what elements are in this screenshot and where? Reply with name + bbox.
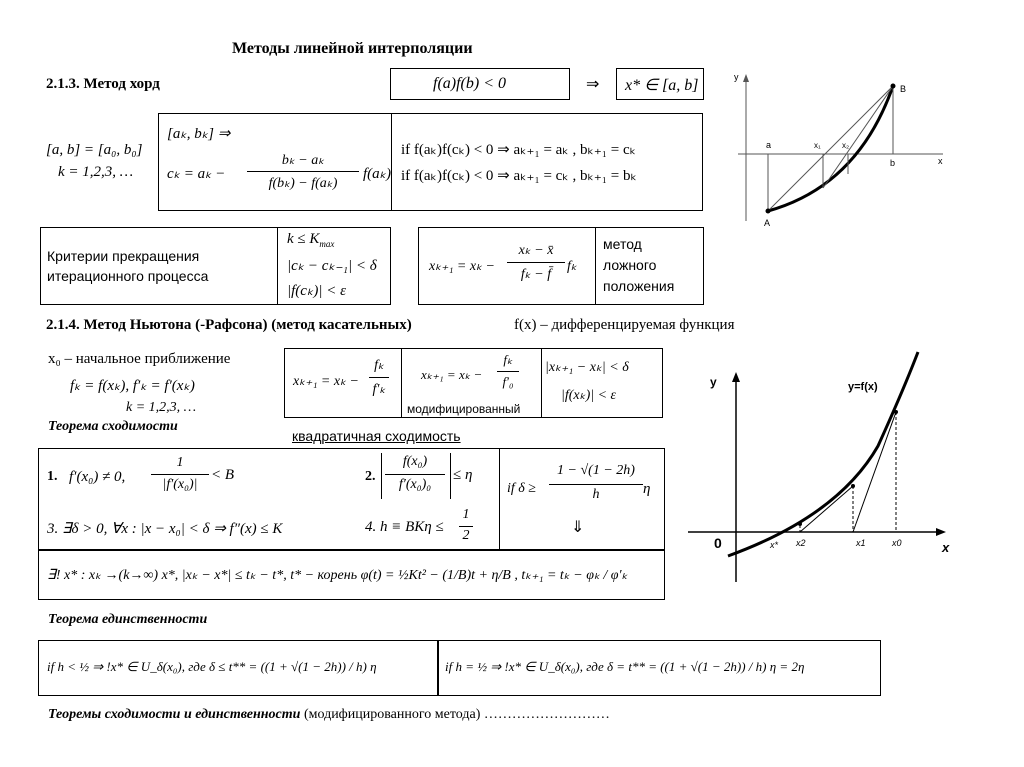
delta-condition-lhs: if δ ≥ [507,481,536,496]
newton-x-arrow [936,528,946,536]
uniqueness-case-less: if h < ½ ⇒ !x* ∈ U_δ(x₀), где δ ≤ t** = ((1 + √(1 − 2h)) / h) η [47,659,377,674]
footer-title: Теоремы сходимости и единственности [48,707,301,722]
newton-iter-lhs: xₖ₊₁ = xₖ − [293,374,360,389]
newton-origin-label: 0 [714,535,722,551]
differentiable-function-note: f(x) – дифференцируемая функция [514,317,735,333]
newton-divider-1 [401,349,402,417]
stop-criteria-box [40,227,391,305]
stop-criteria-label: Критерии прекращения итерационного процесса [47,248,209,284]
initial-approximation: x₀ – начальное приближение [48,351,231,367]
ck-lhs: cₖ = aₖ − [167,166,226,182]
chord-point-B [891,84,896,89]
criterion-epsilon: |f(cₖ)| < ε [287,283,346,299]
newton-point-x0 [894,410,898,414]
chord-x2-label: x₂ [842,141,850,150]
chord-x-label: x [938,156,943,166]
criterion-iterations-text: k ≤ K [287,231,320,247]
false-position-rhs: fₖ [567,259,577,274]
k-sequence: k = 1,2,3, … [58,164,134,180]
newton-divider-2 [541,349,542,417]
page-title: Методы линейной интерполяции [232,40,473,57]
newton-curve-label: y=f(x) [848,381,878,393]
chord-method-graph [728,66,968,236]
footer-line [48,707,610,723]
initial-interval: [a, b] = [a₀, b₀] [46,142,143,158]
x1-label: x1 [856,538,866,548]
delta-condition-rhs: η [643,481,651,497]
ck-numerator: bₖ − aₖ [281,153,325,168]
criteria-divider [277,228,278,304]
chord-y-arrow [743,74,749,82]
convergence-divider [499,449,500,549]
interval-k: [aₖ, bₖ] ⇒ [167,126,231,142]
cond1-numerator: 1 [176,455,184,470]
false-position-box [418,227,704,305]
ck-denominator: f(bₖ) − f(aₖ) [268,176,338,191]
newton-point-x2 [798,522,802,526]
sign-condition: f(a)f(b) < 0 [433,75,506,92]
cond1-denominator: |f′(x₀)| [162,477,198,492]
x2-label: x2 [796,538,806,548]
cond2-bar [385,474,445,475]
cond4-denominator: 2 [462,528,470,543]
chord-rule-1: if f(aₖ)f(cₖ) < 0 ⇒ aₖ₊₁ = aₖ , bₖ₊₁ = cₖ [401,142,636,158]
modified-iter-lhs: xₖ₊₁ = xₖ − [421,367,483,382]
cond4-lhs: 4. h ≡ BKη ≤ [365,519,444,535]
convergence-separator [39,549,664,551]
uniqueness-box [38,640,881,696]
newton-k-sequence: k = 1,2,3, … [126,400,197,415]
x0-label: x0 [892,538,902,548]
cond2-numerator: f(x₀) [402,454,428,469]
delta-condition-bar [549,484,643,485]
quadratic-convergence-label: квадратичная сходимость [292,428,461,444]
newton-y-label: y [710,375,717,389]
chord-x1-label: x₁ [814,141,821,150]
chord-a-label: a [766,140,772,150]
down-arrow: ⇓ [571,519,585,536]
delta-condition-denominator: h [592,487,600,502]
xstar-label: x* [770,540,779,550]
cond4-bar [459,526,473,527]
implies-arrow: ⇒ [586,76,600,93]
newton-curve [728,352,918,556]
newton-y-arrow [732,372,740,382]
chord-divider [391,114,392,210]
cond2-number: 2. [365,469,376,484]
chord-line-1 [768,86,896,211]
false-position-label: метод ложного положения [603,236,675,294]
criterion-delta: |cₖ − cₖ₋₁| < δ [287,258,377,274]
delta-condition-numerator: 1 − √(1 − 2h) [557,463,635,478]
newton-stop-delta: |xₖ₊₁ − xₖ| < δ [545,360,629,375]
chord-rule-2: if f(aₖ)f(cₖ) < 0 ⇒ aₖ₊₁ = cₖ , bₖ₊₁ = bₖ [401,168,637,184]
false-position-lhs: xₖ₊₁ = xₖ − [429,259,496,274]
modified-iter-numerator: fₖ [503,352,513,367]
uniqueness-case-equal: if h = ½ ⇒ !x* ∈ U_δ(x₀), где δ = t** = ((1 + √(1 − 2h)) / h) η = 2η [445,659,805,674]
tangent-2 [800,486,853,532]
false-position-divider [595,228,596,304]
root-interval: x* ∈ [a, b] [625,77,699,94]
false-position-denominator: fₖ − f̄ [520,267,552,282]
chord-line-2 [823,86,896,188]
newton-stop-epsilon: |f(xₖ)| < ε [561,388,617,403]
fk-definition: fₖ = f(xₖ), f′ₖ = f′(xₖ) [70,378,195,394]
uniqueness-theorem-title: Теорема единственности [48,612,208,627]
newton-iter-numerator: fₖ [374,358,384,373]
newton-x-label: x [942,540,950,555]
cond4-numerator: 1 [462,507,470,522]
newton-formula-box [284,348,663,418]
false-position-numerator: xₖ − x̄ [518,243,554,258]
kmax-subscript: max [319,239,335,249]
uniqueness-divider [437,641,439,695]
modified-iter-denominator: f′₀ [502,374,514,389]
cond3: 3. ∃δ > 0, ∀x : |x − x₀| < δ ⇒ f″(x) ≤ K [47,521,283,537]
cond1-lhs: f′(x₀) ≠ 0, [69,469,126,485]
ck-rhs: f(aₖ) [363,166,392,182]
newton-method-graph [688,346,988,586]
convergence-box [38,448,665,600]
newton-section-title: 2.1.4. Метод Ньютона (-Рафсона) (метод касательных) [46,317,412,333]
ck-fraction-bar [247,171,359,172]
criterion-iterations [287,231,334,249]
convergence-conclusion: ∃! x* : xₖ →(k→∞) x*, |xₖ − x*| ≤ tₖ − t*, t* − корень φ(t) = ½Kt² − (1/B)t + η/B , tₖ₊₁ = tₖ − φₖ / φ′ₖ [47,568,628,583]
chord-b-label: b [890,158,896,168]
cond2-denominator: f′(x₀)₀ [398,477,432,492]
modified-iter-bar [497,371,519,372]
cond2-rhs: ≤ η [453,467,473,483]
sign-condition-box [390,68,570,100]
chord-y-label: y [734,72,739,82]
chord-formula-box [158,113,703,211]
newton-iter-bar [369,377,389,378]
chord-point-A [766,209,771,214]
newton-iter-denominator: f′ₖ [372,382,386,397]
cond1-bar [151,474,209,475]
newton-point-x1 [851,484,855,488]
cond1-rhs: < B [211,467,235,483]
chord-A-label: A [764,218,771,228]
footer-rest: (модифицированного метода) ……………………… [300,707,610,722]
chords-section-title: 2.1.3. Метод хорд [46,76,160,92]
chord-B-label: B [900,84,907,94]
convergence-theorem-title: Теорема сходимости [48,419,178,434]
cond1-number: 1. [47,469,58,484]
modified-label: модифицированный [407,402,521,416]
false-position-bar [507,262,565,263]
root-interval-box [616,68,704,100]
